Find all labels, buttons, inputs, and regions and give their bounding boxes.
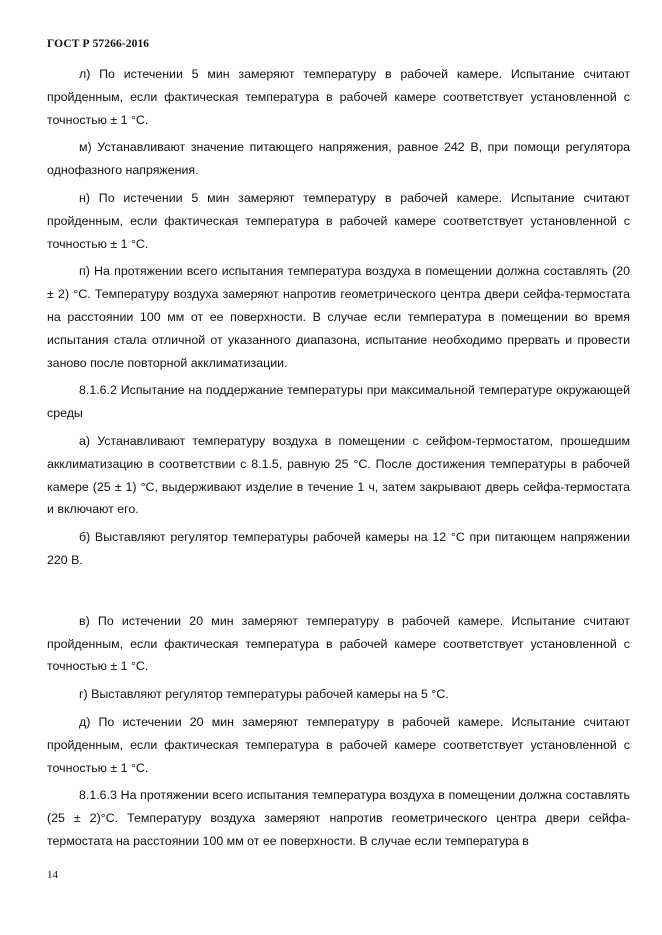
page-number: 14 xyxy=(47,869,58,881)
paragraph-m: м) Устанавливают значение питающего напряжения, равное 242 В, при помощи регулятора однофазного напряжения. xyxy=(47,140,630,178)
paragraph-p: п) На протяжении всего испытания температура воздуха в помещении должна составлять (20 ± 2) °С. Температуру воздуха замеряют напротив геометрического центра двери сейфа-термостата на расстоянии 100 мм от ее поверхности. В случае если температура в помещении во время испытания стала отличной от указанного диапазона, испытание необходимо прервать и провести заново после повторной акклиматизации. xyxy=(47,264,630,370)
blank-space xyxy=(47,577,630,610)
section-8-1-6-2-heading: 8.1.6.2 Испытание на поддержание температуры при максимальной температуре окружающей среды xyxy=(47,383,630,421)
paragraph-l: л) По истечении 5 мин замеряют температуру в рабочей камере. Испытание считают пройденным, если фактическая температура в рабочей камере соответствует установленной с точностью ± 1 °С. xyxy=(47,67,630,127)
document-body xyxy=(47,63,630,858)
paragraph-n: н) По истечении 5 мин замеряют температуру в рабочей камере. Испытание считают пройденным, если фактическая температура в рабочей камере соответствует установленной с точностью ± 1 °С. xyxy=(47,190,630,251)
paragraph-v: в) По истечении 20 мин замеряют температуру в рабочей камере. Испытание считают пройденным, если фактическая температура в рабочей камере соответствует установленной с точностью ± 1 °С. xyxy=(47,613,630,674)
document-header: ГОСТ Р 57266-2016 xyxy=(47,38,150,50)
paragraph-g: г) Выставляют регулятор температуры рабочей камеры на 5 °С. xyxy=(79,687,449,702)
section-8-1-6-3: 8.1.6.3 На протяжении всего испытания температура воздуха в помещении должна составлять (25 ± 2)°С. Температуру воздуха замеряют напротив геометрического центра двери сейфа-термостата на расстоянии 100 мм от ее поверхности. В случае если температура в xyxy=(47,788,630,848)
paragraph-b: б) Выставляют регулятор температуры рабочей камеры на 12 °С при питающем напряжении 220 В. xyxy=(47,530,630,567)
paragraph-d: д) По истечении 20 мин замеряют температуру в рабочей камере. Испытание считают пройденным, если фактическая температура в рабочей камере соответствует установленной с точностью ± 1 °С. xyxy=(47,714,630,775)
paragraph-a: а) Устанавливают температуру воздуха в помещении с сейфом-термостатом, прошедшим акклиматизацию в соответствии с 8.1.5, равную 25 °С. После достижения температуры в рабочей камере (25 ± 1) °С, выдерживают изделие в течение 1 ч, затем закрывают дверь сейфа-термостата и включают его. xyxy=(47,433,630,517)
